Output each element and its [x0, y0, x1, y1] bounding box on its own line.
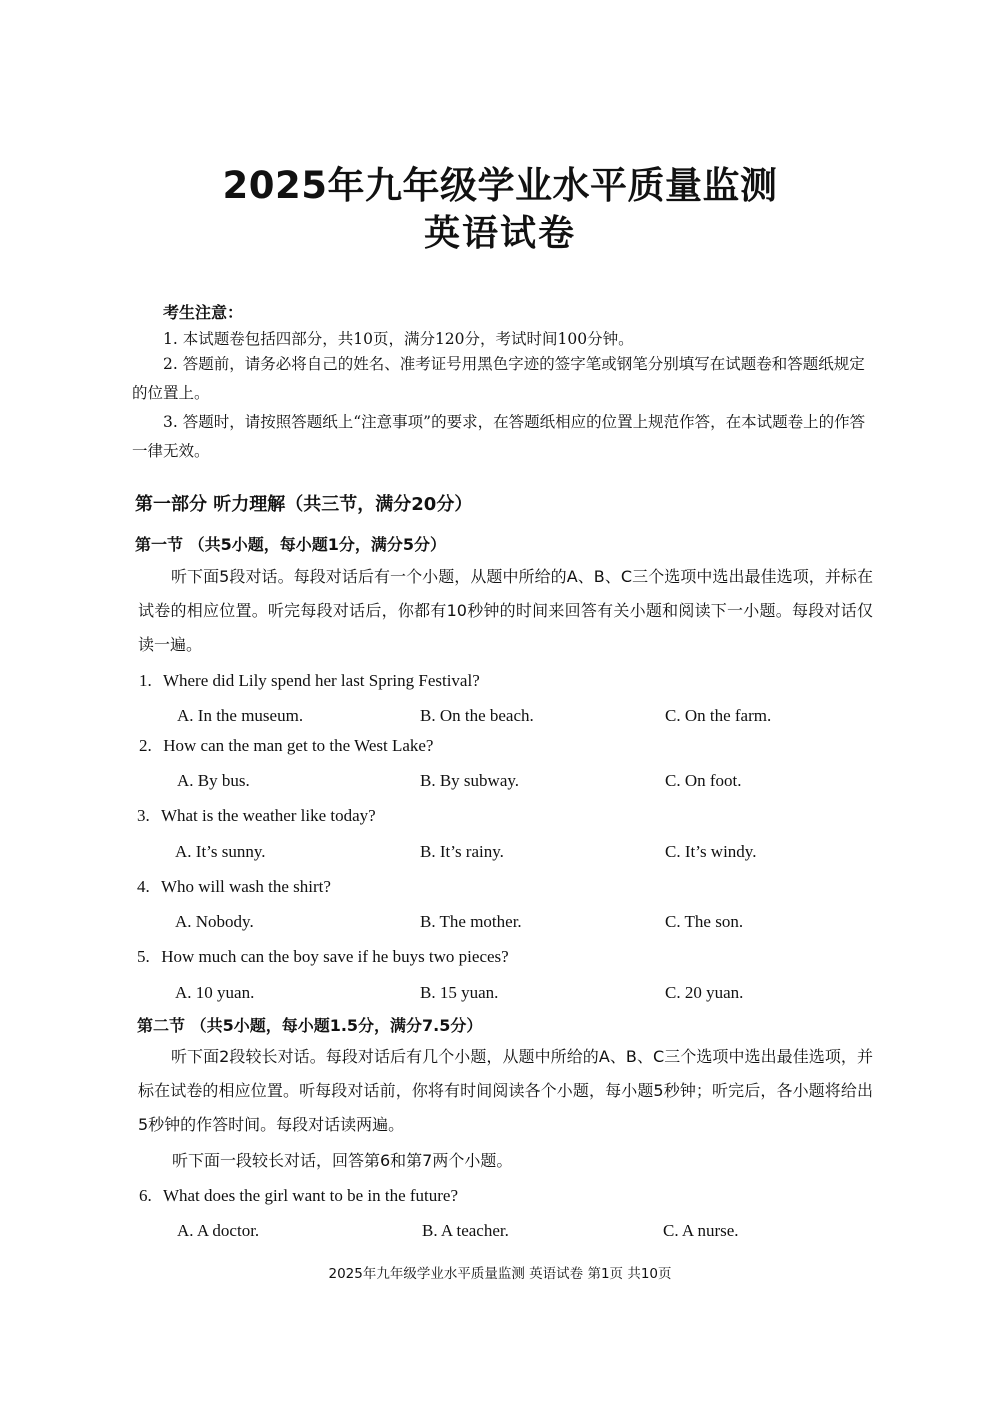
- question-text: Who will wash the shirt?: [160, 877, 331, 896]
- part1-heading: 第一部分 听力理解（共三节，满分20分）: [135, 494, 473, 515]
- question-4: [137, 877, 331, 897]
- question-text: How much can the boy save if he buys two pieces?: [161, 947, 509, 966]
- section2-sub-instruction: 听下面一段较长对话，回答第6和第7两个小题。: [172, 1151, 513, 1170]
- notice-item: 2. 答题前，请务必将自己的姓名、准考证号用黑色字迹的签字笔或钢笔分别填写在试题卷和答题纸规定的位置上。: [132, 355, 865, 402]
- question-text: Where did Lily spend her last Spring Festival?: [162, 671, 480, 690]
- option-a: A. By bus.: [177, 771, 250, 790]
- section1-heading: 第一节 （共5小题，每小题1分，满分5分）: [135, 535, 446, 554]
- option-a: A. In the museum.: [177, 706, 304, 725]
- section2-heading: 第二节 （共5小题，每小题1.5分，满分7.5分）: [137, 1016, 483, 1035]
- question-number: 5.: [137, 947, 150, 966]
- question-number: 6.: [139, 1186, 152, 1205]
- question-text: What does the girl want to be in the future?: [162, 1186, 458, 1205]
- option-c: C. On foot.: [665, 771, 742, 790]
- question-1: [139, 671, 480, 691]
- option-a: A. Nobody.: [175, 912, 254, 931]
- exam-title: 2025年九年级学业水平质量监测: [222, 164, 778, 207]
- option-c: C. The son.: [665, 912, 744, 931]
- notice-item: 1. 本试题卷包括四部分，共10页，满分120分，考试时间100分钟。: [163, 330, 634, 348]
- question-number: 1.: [139, 671, 152, 690]
- question-2: [139, 736, 433, 756]
- question-6: [139, 1186, 458, 1206]
- option-b: B. By subway.: [420, 771, 520, 790]
- section2-instruction: 听下面2段较长对话。每段对话后有几个小题，从题中所给的A、B、C三个选项中选出最佳选项，并标在试卷的相应位置。听每段对话前，你将有时间阅读各个小题，每小题5秒钟；听完后，各小题将给出5秒钟的作答时间。每段对话读两遍。: [138, 1047, 873, 1134]
- question-number: 3.: [137, 806, 150, 825]
- option-a: A. It’s sunny.: [175, 842, 266, 861]
- option-b: B. On the beach.: [420, 706, 534, 725]
- notice-heading: 考生注意：: [163, 303, 244, 322]
- option-a: A. A doctor.: [177, 1221, 260, 1240]
- option-b: B. It’s rainy.: [420, 842, 504, 861]
- option-b: B. A teacher.: [422, 1221, 509, 1240]
- question-number: 4.: [137, 877, 150, 896]
- section1-instruction: 听下面5段对话。每段对话后有一个小题，从题中所给的A、B、C三个选项中选出最佳选项，并标在试卷的相应位置。听完每段对话后，你都有10秒钟的时间来回答有关小题和阅读下一小题。每段对话仅读一遍。: [138, 567, 873, 654]
- question-3: [137, 806, 376, 826]
- question-text: What is the weather like today?: [160, 806, 376, 825]
- option-a: A. 10 yuan.: [175, 983, 255, 1002]
- exam-subtitle: 英语试卷: [423, 213, 576, 254]
- option-b: B. The mother.: [420, 912, 522, 931]
- question-number: 2.: [139, 736, 152, 755]
- option-c: C. It’s windy.: [665, 842, 757, 861]
- option-b: B. 15 yuan.: [420, 983, 499, 1002]
- question-text: How can the man get to the West Lake?: [163, 736, 434, 755]
- option-c: C. 20 yuan.: [665, 983, 744, 1002]
- option-c: C. On the farm.: [665, 706, 772, 725]
- question-5: [137, 947, 509, 967]
- page-footer: 2025年九年级学业水平质量监测 英语试卷 第1页 共10页: [328, 1266, 672, 1282]
- option-c: C. A nurse.: [663, 1221, 739, 1240]
- notice-item: 3. 答题时，请按照答题纸上“注意事项”的要求，在答题纸相应的位置上规范作答，在本试题卷上的作答一律无效。: [132, 413, 866, 460]
